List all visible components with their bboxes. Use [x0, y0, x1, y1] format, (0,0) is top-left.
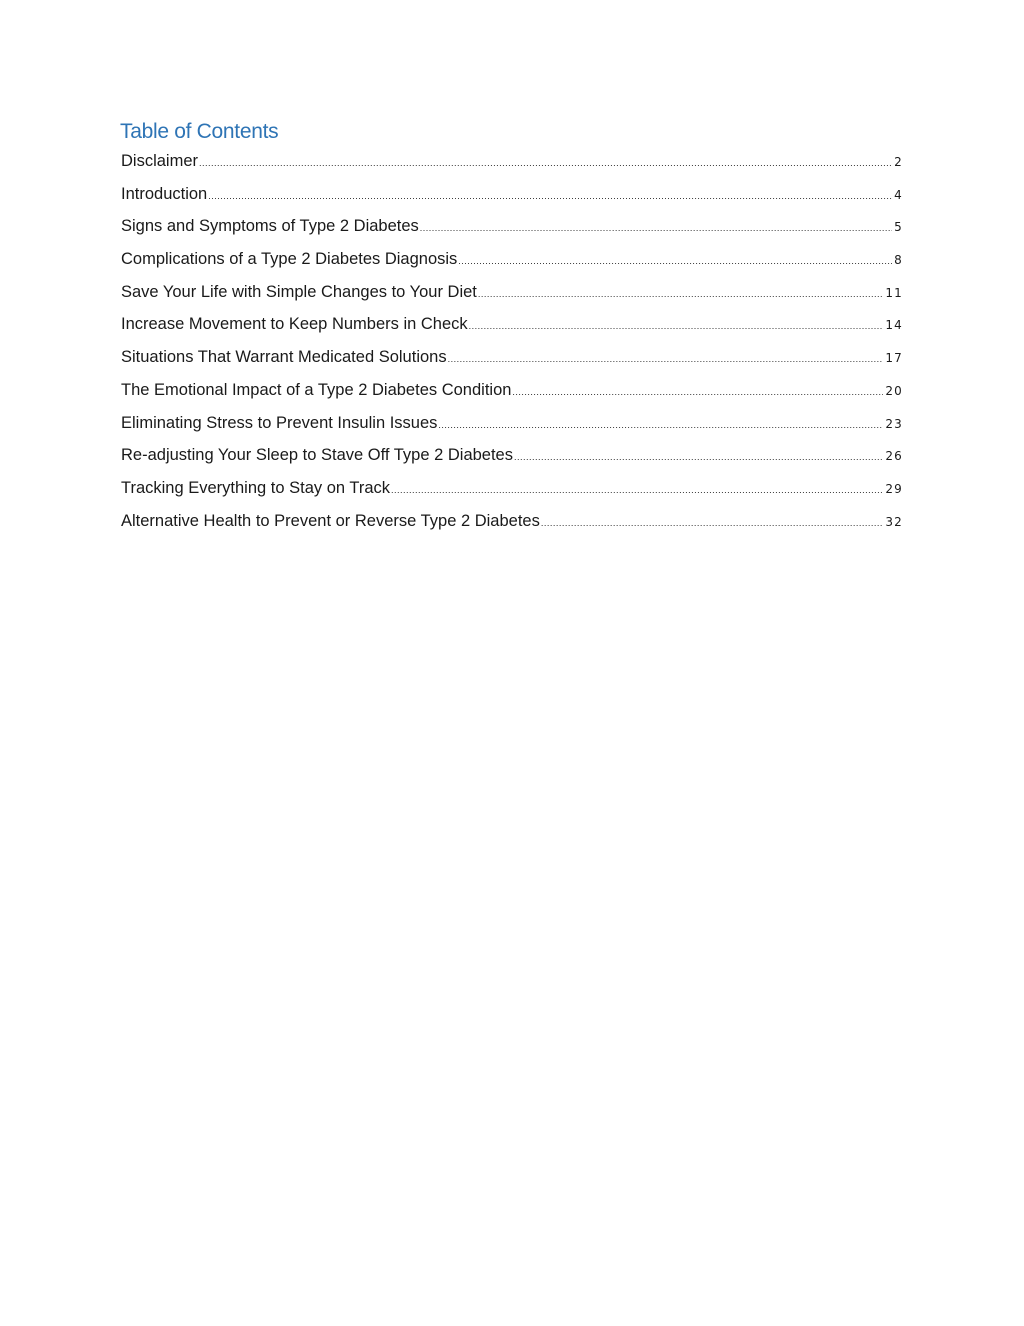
- toc-entry-page: 14: [885, 318, 903, 333]
- toc-entry[interactable]: [121, 512, 903, 545]
- toc-list: [121, 152, 903, 544]
- toc-entry-page: 17: [885, 351, 903, 366]
- toc-dot-leader: [478, 289, 883, 299]
- toc-entry[interactable]: [121, 348, 903, 381]
- toc-entry-page: 2: [894, 155, 903, 169]
- toc-entry[interactable]: [121, 414, 903, 447]
- toc-entry-label: Complications of a Type 2 Diabetes Diagnosis: [121, 250, 458, 269]
- toc-dot-leader: [438, 420, 883, 430]
- toc-dot-leader: [391, 485, 883, 495]
- toc-entry[interactable]: [121, 446, 903, 479]
- toc-dot-leader: [469, 321, 884, 331]
- toc-entry[interactable]: [121, 217, 903, 250]
- toc-entry-label: Eliminating Stress to Prevent Insulin Issues: [121, 413, 438, 432]
- toc-dot-leader: [541, 518, 883, 528]
- toc-entry-page: 11: [885, 285, 903, 300]
- toc-title: Table of Contents: [120, 120, 279, 143]
- toc-entry[interactable]: [121, 250, 903, 283]
- toc-entry-label: Signs and Symptoms of Type 2 Diabetes: [121, 217, 419, 236]
- toc-entry-label: Alternative Health to Prevent or Reverse Type 2 Diabetes: [121, 511, 540, 530]
- toc-entry-page: 26: [885, 449, 903, 464]
- toc-entry-label: Save Your Life with Simple Changes to Your Diet: [121, 282, 477, 301]
- toc-entry-page: 8: [894, 253, 903, 268]
- toc-entry[interactable]: [121, 479, 903, 512]
- toc-entry-page: 32: [885, 514, 903, 529]
- toc-dot-leader: [420, 223, 892, 233]
- toc-dot-leader: [512, 387, 883, 397]
- toc-dot-leader: [199, 158, 892, 168]
- toc-entry[interactable]: [121, 152, 903, 185]
- toc-dot-leader: [448, 354, 884, 364]
- toc-entry-label: Introduction: [121, 184, 208, 203]
- toc-entry-label: Tracking Everything to Stay on Track: [121, 478, 391, 497]
- toc-entry[interactable]: [121, 283, 903, 316]
- toc-entry-page: 23: [885, 416, 903, 431]
- toc-entry-label: Increase Movement to Keep Numbers in Check: [121, 315, 468, 334]
- toc-entry-page: 5: [894, 220, 903, 235]
- toc-dot-leader: [514, 452, 883, 462]
- toc-entry[interactable]: [121, 315, 903, 348]
- toc-entry-page: 20: [885, 383, 903, 398]
- toc-entry[interactable]: [121, 381, 903, 414]
- toc-entry[interactable]: [121, 185, 903, 218]
- toc-entry-label: Disclaimer: [121, 152, 199, 170]
- toc-entry-page: 29: [885, 481, 903, 496]
- toc-entry-label: Situations That Warrant Medicated Solutions: [121, 348, 447, 367]
- toc-dot-leader: [208, 191, 892, 201]
- toc-entry-label: The Emotional Impact of a Type 2 Diabetes Condition: [121, 380, 512, 399]
- toc-dot-leader: [458, 256, 892, 266]
- toc-entry-label: Re-adjusting Your Sleep to Stave Off Type 2 Diabetes: [121, 446, 513, 465]
- toc-entry-page: 4: [894, 187, 903, 202]
